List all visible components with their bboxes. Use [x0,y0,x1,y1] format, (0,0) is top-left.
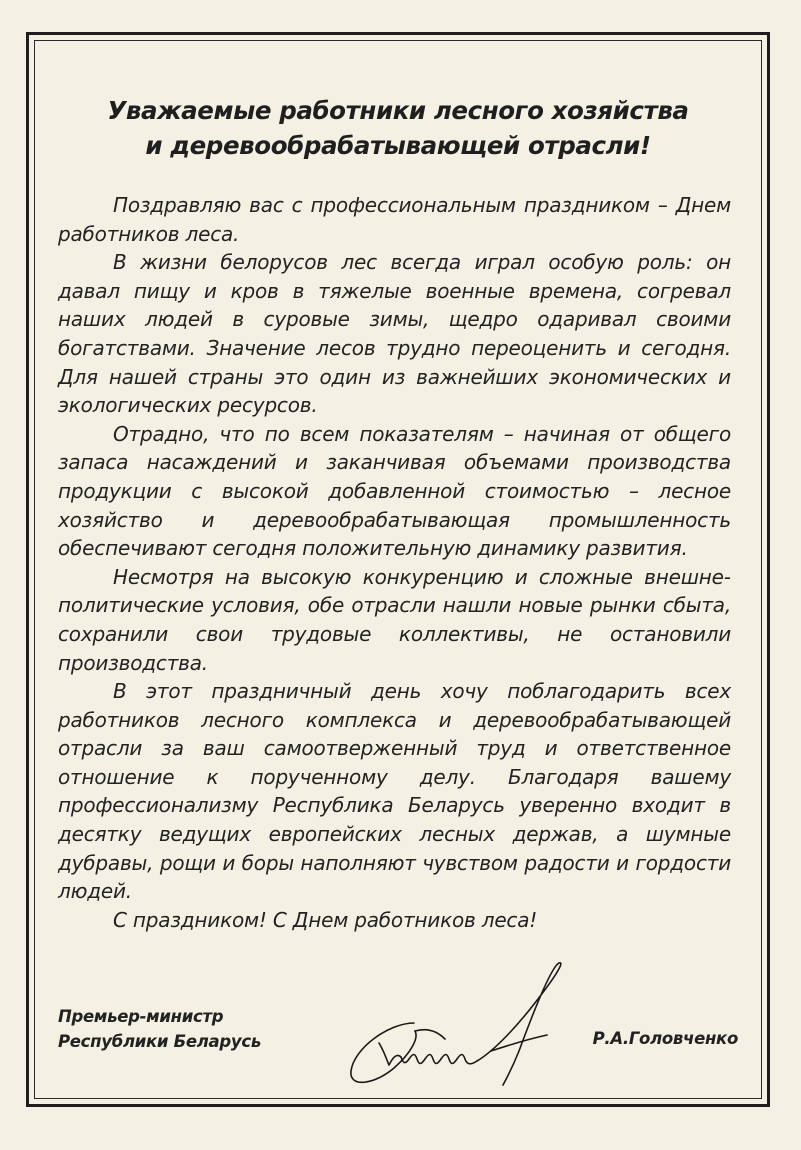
heading-line-2: и деревообрабатывающей отрасли! [145,131,651,160]
signatory-title [58,1004,261,1054]
paragraph-forest-role: В жизни белорусов лес всегда играл особую роль: он давал пищу и кров в тяжелые военные времена, согревал наших людей в суровые зимы, щедро одаривал своими богатствами. Значение лесов трудно переоценить и сегодня. Для нашей страны это один из важнейших экономических и экологических ресурсов. [58,250,731,418]
letter-body [58,191,731,934]
letter-heading [29,93,767,163]
paragraph-thanks: В этот праздничный день хочу поблагодарить всех работников лесного комплекса и деревообрабатывающей отрасли за ваш самоотверженный труд и ответственное отношение к порученному делу. Благодаря вашему профессионализму Республика Беларусь уверенно входит в десятку ведущих европейских лесных держав, а шумные дубравы, рощи и боры наполняют чувством радости и гордости людей. [58,679,731,904]
paragraph-indicators: Отрадно, что по всем показателям – начиная от общего запаса насаждений и заканчивая объемами производства продукции с высокой добавленной стоимостью – лесное хозяйство и деревообрабатывающая промышленность обеспечивают сегодня положительную динамику развития. [58,421,731,561]
handwritten-signature [319,953,569,1093]
paragraph-greeting: Поздравляю вас с профессиональным праздником – Днем работников леса. [58,193,731,246]
signatory-title-line-1: Премьер-министр [58,1007,224,1026]
letter-frame [26,32,770,1107]
paragraph-competition: Несмотря на высокую конкуренцию и сложные внешнеполитические условия, обе отрасли нашли новые рынки сбыта, сохранили свои трудовые коллективы, не остановили производства. [58,564,731,675]
paragraph-closing: С праздником! С Днем работников леса! [113,907,538,932]
signatory-title-line-2: Республики Беларусь [58,1032,261,1051]
signatory-name: Р.А.Головченко [592,1029,738,1048]
heading-line-1: Уважаемые работники лесного хозяйства [107,96,689,125]
